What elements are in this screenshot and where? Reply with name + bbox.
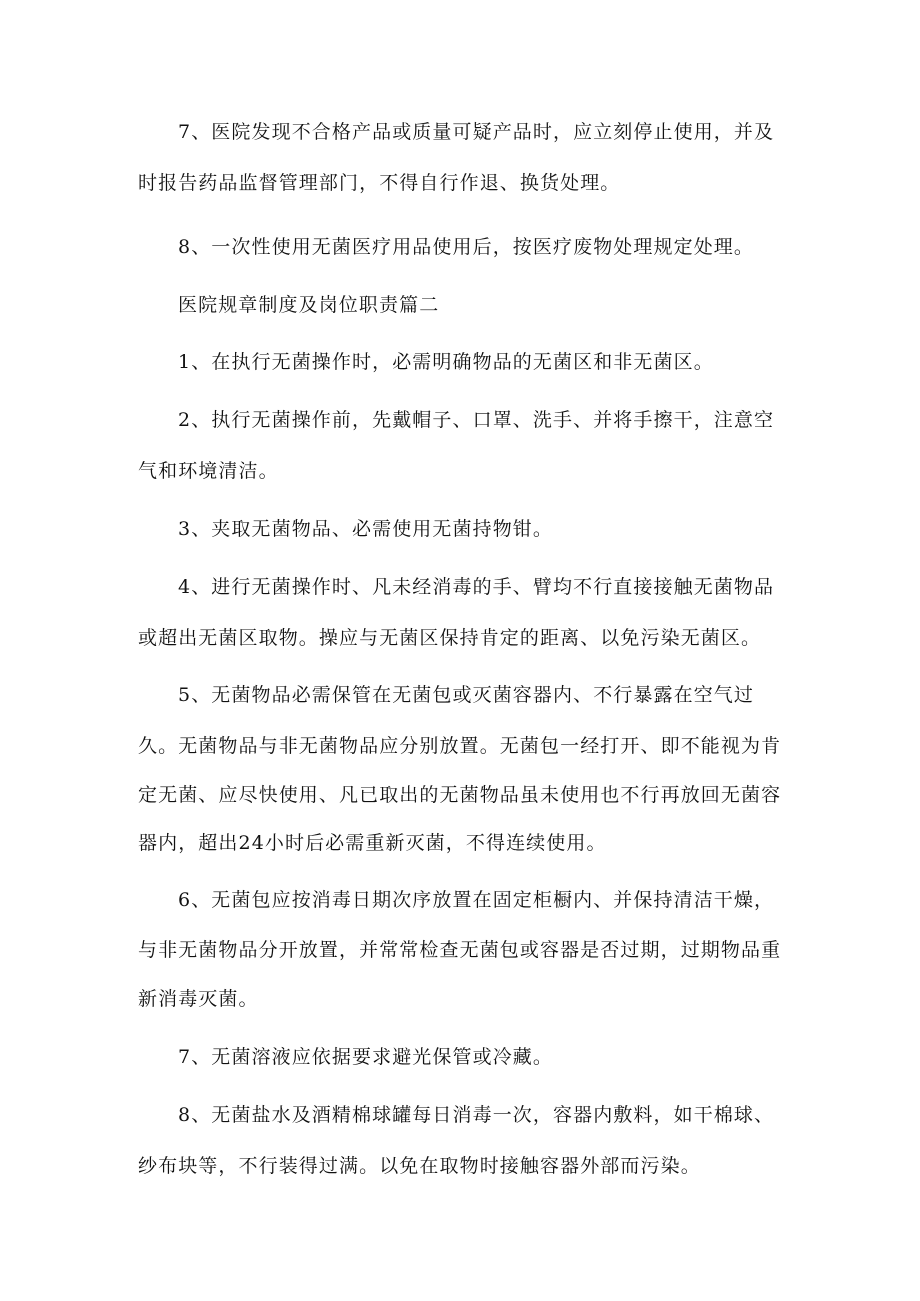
item-6-line-2: 与非无菌物品分开放置，并常常检查无菌包或容器是否过期，过期物品重 [138,939,782,961]
section-heading: 医院规章制度及岗位职责篇二 [178,294,440,316]
item-4-line-2: 或超出无菌区取物。操应与无菌区保持肯定的距离、以免污染无菌区。 [138,627,762,649]
item-5-line-4: 器内，超出24小时后必需重新灭菌，不得连续使用。 [138,832,607,854]
item-5-line-1: 5、无菌物品必需保管在无菌包或灭菌容器内、不行暴露在空气过 [178,684,754,706]
item-2-line-2: 气和环境清洁。 [138,460,279,482]
item-1-line-1: 1、在执行无菌操作时，必需明确物品的无菌区和非无菌区。 [178,351,714,373]
item-6-line-1: 6、无菌包应按消毒日期次序放置在固定柜橱内、并保持清洁干燥， [178,889,775,911]
item-4-line-1: 4、进行无菌操作时、凡未经消毒的手、臂均不行直接接触无菌物品 [178,576,775,598]
item-8-line-2: 纱布块等，不行装得过满。以免在取物时接触容器外部而污染。 [138,1155,701,1177]
item-8-line-1: 8、无菌盐水及酒精棉球罐每日消毒一次，容器内敷料，如干棉球、 [178,1104,775,1126]
item-2-line-1: 2、执行无菌操作前，先戴帽子、口罩、洗手、并将手擦干，注意空 [178,409,775,431]
paragraph-7-line-2: 时报告药品监督管理部门，不得自行作退、换货处理。 [138,172,621,194]
item-6-line-3: 新消毒灭菌。 [138,988,259,1010]
paragraph-8-line-1: 8、一次性使用无菌医疗用品使用后，按医疗废物处理规定处理。 [178,236,754,258]
item-3-line-1: 3、夹取无菌物品、必需使用无菌持物钳。 [178,518,553,540]
paragraph-7-line-1: 7、医院发现不合格产品或质量可疑产品时，应立刻停止使用，并及 [178,121,775,143]
item-5-line-3: 定无菌、应尽快使用、凡已取出的无菌物品虽未使用也不行再放回无菌容 [138,784,782,806]
item-7-line-1: 7、无菌溶液应依据要求避光保管或冷藏。 [178,1046,553,1068]
item-5-line-2: 久。无菌物品与非无菌物品应分别放置。无菌包一经打开、即不能视为肯 [138,735,782,757]
